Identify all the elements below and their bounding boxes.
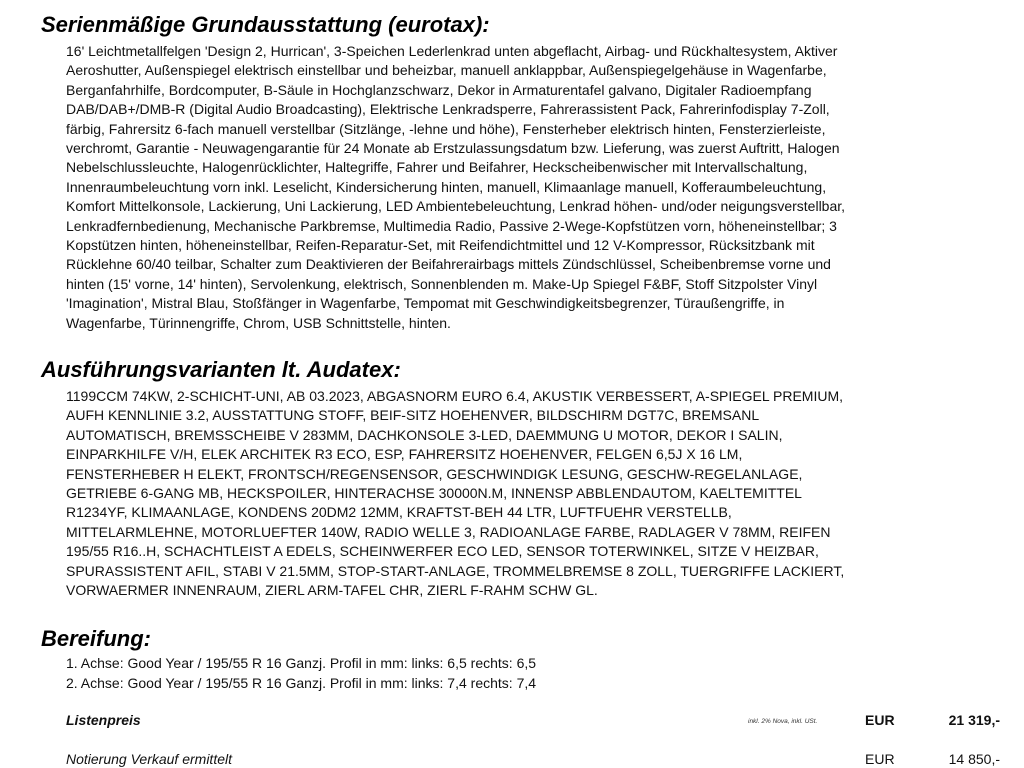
variants-line: VORWAERMER INNENRAUM, ZIERL ARM-TAFEL CHR, ZIERL F-RAHM SCHW GL. <box>66 582 598 599</box>
sale-price-label: Notierung Verkauf ermittelt <box>66 751 232 767</box>
list-price-label: Listenpreis <box>66 712 141 728</box>
standard-line: Wagenfarbe, Türinnengriffe, Chrom, USB Schnittstelle, hinten. <box>66 314 451 331</box>
variants-line: 195/55 R16..H, SCHACHTLEIST A EDELS, SCHEINWERFER ECO LED, SENSOR TOTERWINKEL, SITZE V HEIZBAR, <box>66 543 819 560</box>
standard-line: Aeroshutter, Außenspiegel elektrisch einstellbar und beheizbar, manuell anklappbar, Außenspiegelgehäuse in Wagenfarbe, <box>66 62 827 79</box>
standard-line: Rücklehne 60/40 teilbar, Schalter zum Deaktivieren der Beifahrerairbags mittels Zündschlüssel, Scheibenbremse vorne und <box>66 256 831 273</box>
standard-line: Berganfahrhilfe, Bordcomputer, B-Säule in Hochglanzschwarz, Dekor in Armaturentafel galvano, Digitaler Radioempfang <box>66 81 812 98</box>
tire-axle-1: 1. Achse: Good Year / 195/55 R 16 Ganzj. Profil in mm: links: 6,5 rechts: 6,5 <box>66 655 537 671</box>
variants-line: AUFH KENNLINIE 3.2, AUSSTATTUNG STOFF, BEIF-SITZ HOEHENVER, BILDSCHIRM DGT7C, BREMSANL <box>66 407 760 424</box>
variants-line: AUTOMATISCH, BREMSSCHEIBE V 283MM, DACHKONSOLE 3-LED, DAEMMUNG U MOTOR, DEKOR I SALIN, <box>66 426 783 443</box>
standard-line: 16' Leichtmetallfelgen 'Design 2, Hurrican', 3-Speichen Lederlenkrad unten abgeflacht, Airbag- und Rückhaltesystem, Aktiver <box>66 43 838 59</box>
standard-line: Kopstützen hinten, höheneinstellbar, Reifen-Reparatur-Set, mit Reifendichtmittel und 12 V-Kompressor, Rücksitzbank mit <box>66 237 815 254</box>
variants-line: MITTELARMLEHNE, MOTORLUEFTER 140W, RADIO WELLE 3, RADIOANLAGE FARBE, RADLAGER V 78MM, REIFEN <box>66 523 831 540</box>
standard-line: färbig, Fahrersitz 6-fach manuell verstellbar (Sitzlänge, -lehne und höhe), Fensterheber elektrisch hinten, Fensterzierleiste, <box>66 120 826 137</box>
variants-heading: Ausführungsvarianten lt. Audatex: <box>41 357 401 382</box>
variants-line: EINPARKHILFE V/H, ELEK ARCHITEK R3 ECO, ESP, FAHRERSITZ HOEHENVER, FELGEN 6,5J X 16 LM, <box>66 446 743 463</box>
standard-equipment-heading: Serienmäßige Grundausstattung (eurotax): <box>41 12 490 37</box>
tires-heading: Bereifung: <box>41 626 151 651</box>
variants-line: GETRIEBE 6-GANG MB, HECKSPOILER, HINTERACHSE 30000N.M, INNENSP ABBLENDAUTOM, KAELTEMITTEL <box>66 485 802 502</box>
standard-equipment-text <box>66 42 986 333</box>
variants-line: FENSTERHEBER H ELEKT, FRONTSCH/REGENSENSOR, GESCHWINDIGK LESUNG, GESCHW-REGELANLAGE, <box>66 465 803 482</box>
list-price-amount: 21 319,- <box>948 712 1000 728</box>
sale-price-amount: 14 850,- <box>948 751 1000 767</box>
standard-line: 'Imagination', Mistral Blau, Stoßfänger in Wagenfarbe, Tempomat mit Geschwindigkeitsbegrenzer, Türaußengriffe, in <box>66 295 785 312</box>
variants-text <box>66 387 986 600</box>
sale-price-currency: EUR <box>865 751 895 767</box>
standard-line: Lenkradfernbedienung, Mechanische Parkbremse, Multimedia Radio, Passive 2-Wege-Kopfstützen vorn, höheneinstellbar; 3 <box>66 217 837 234</box>
list-price-currency: EUR <box>865 712 895 728</box>
standard-line: Nebelschlussleuchte, Halogenrücklichter, Haltegriffe, Fahrer und Beifahrer, Heckscheibenwischer mit Intervallschaltung, <box>66 159 808 176</box>
variants-line: SPURASSISTENT AFIL, STABI V 21.5MM, STOP-START-ANLAGE, TROMMELBREMSE 8 ZOLL, TUERGRIFFE LACKIERT, <box>66 562 845 579</box>
standard-line: Komfort Mittelkonsole, Lackierung, Uni Lackierung, LED Ambientebeleuchtung, Lenkrad höhen- und/oder neigungsverstellbar, <box>66 198 846 215</box>
standard-line: DAB/DAB+/DMB-R (Digital Audio Broadcasting), Elektrische Lenkradsperre, Fahrerassistent Pack, Fahrerinfodisplay 7-Zoll, <box>66 101 830 118</box>
tire-axle-2: 2. Achse: Good Year / 195/55 R 16 Ganzj. Profil in mm: links: 7,4 rechts: 7,4 <box>66 675 537 691</box>
standard-line: hinten (15' vorne, 14' hinten), Servolenkung, elektrisch, Sonnenblenden m. Make-Up Spiegel F&BF, Stoff Sitzpolster Vinyl <box>66 275 818 292</box>
list-price-note: inkl. 2% Nova, inkl. USt. <box>748 718 818 725</box>
variants-line: 1199CCM 74KW, 2-SCHICHT-UNI, AB 03.2023, ABGASNORM EURO 6.4, AKUSTIK VERBESSERT, A-SPIEGEL PREMIUM, <box>66 388 843 404</box>
variants-line: R1234YF, KLIMAANLAGE, KONDENS 20DM2 12MM, KRAFTST-BEH 44 LTR, LUFTFUEHR VERSTELLB, <box>66 504 732 521</box>
standard-line: Innenraumbeleuchtung vorn inkl. Leselicht, Kindersicherung hinten, manuell, Klimaanlage manuell, Kofferaumbeleuchtung, <box>66 178 827 195</box>
standard-line: verchromt, Garantie - Neuwagengarantie für 24 Monate ab Erstzulassungsdatum bzw. Lieferung, was zuerst Auftritt, Halogen <box>66 140 840 157</box>
